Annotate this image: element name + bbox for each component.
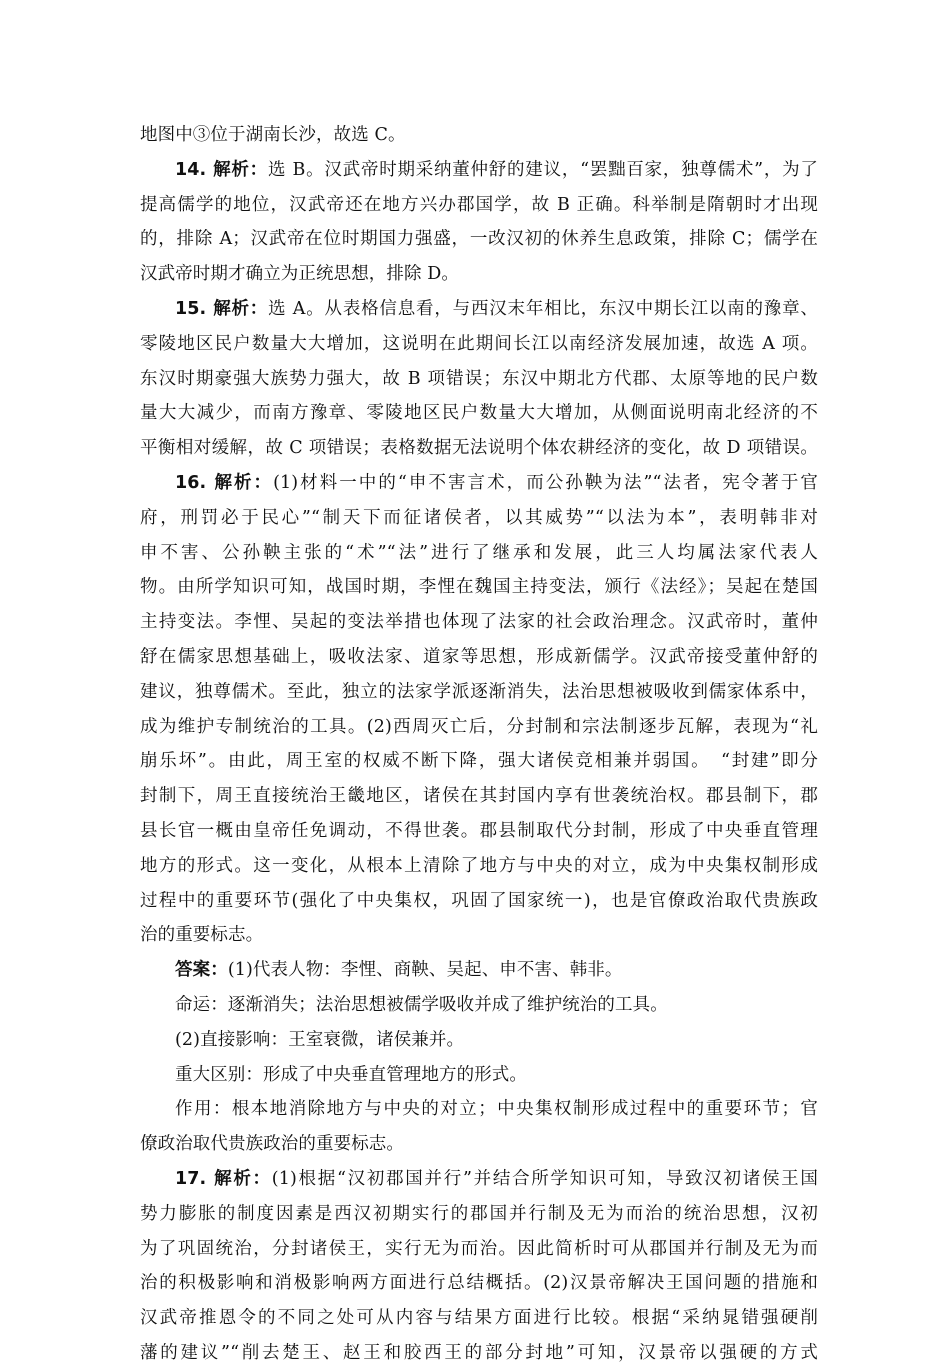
text-line bbox=[140, 570, 818, 605]
text-line bbox=[140, 884, 818, 919]
document-page bbox=[140, 118, 818, 1371]
line-text: 治的积极影响和消极影响两方面进行总结概括。(2)汉景帝解决王国问题的措施和 bbox=[140, 1273, 818, 1294]
text-line bbox=[140, 744, 818, 779]
text-line bbox=[140, 814, 818, 849]
text-line bbox=[140, 431, 818, 466]
text-line bbox=[140, 501, 818, 536]
line-text: 崩乐坏”。由此，周王室的权威不断下降，强大诸侯竞相兼并弱国。 “封建”即分 bbox=[140, 751, 818, 772]
line-text: 作用：根本地消除地方与中央的对立；中央集权制形成过程中的重要环节；官 bbox=[175, 1099, 818, 1120]
text-line bbox=[140, 327, 818, 362]
line-text: 建议，独尊儒术。至此，独立的法家学派逐渐消失，法治思想被吸收到儒家体系中， bbox=[140, 681, 818, 702]
line-text: (1)代表人物：李悝、商鞅、吴起、申不害、韩非。 bbox=[227, 960, 623, 981]
text-line bbox=[140, 710, 818, 745]
text-line bbox=[140, 605, 818, 640]
line-text: 地方的形式。这一变化，从根本上清除了地方与中央的对立，成为中央集权制形成 bbox=[140, 855, 818, 876]
line-text: 量大大减少，而南方豫章、零陵地区民户数量大大增加，从侧面说明南北经济的不 bbox=[140, 403, 818, 424]
text-line bbox=[140, 257, 818, 292]
line-text: 主持变法。李悝、吴起的变法举措也体现了法家的社会政治理念。汉武帝时，董仲 bbox=[140, 612, 818, 633]
text-line bbox=[140, 1301, 818, 1336]
line-text: 零陵地区民户数量大大增加，这说明在此期间长江以南经济发展加速，故选 A 项。 bbox=[140, 333, 818, 354]
line-text: 僚政治取代贵族政治的重要标志。 bbox=[140, 1134, 404, 1155]
line-text: (2)直接影响：王室衰微，诸侯兼并。 bbox=[175, 1029, 465, 1050]
section-heading: 17. 解析： bbox=[175, 1168, 272, 1189]
text-line bbox=[140, 118, 818, 153]
line-text: 提高儒学的地位，汉武帝还在地方兴办郡国学，故 B 正确。科举制是隋朝时才出现 bbox=[140, 194, 818, 215]
text-line bbox=[140, 1023, 818, 1058]
line-text: 治的重要标志。 bbox=[140, 925, 264, 946]
line-text: 舒在儒家思想基础上，吸收法家、道家等思想，形成新儒学。汉武帝接受董仲舒的 bbox=[140, 646, 818, 667]
text-line bbox=[140, 1266, 818, 1301]
text-line bbox=[140, 396, 818, 431]
line-text: 为了巩固统治，分封诸侯王，实行无为而治。因此简析时可从郡国并行制及无为而 bbox=[140, 1238, 818, 1259]
section-heading: 答案： bbox=[175, 960, 228, 981]
text-line bbox=[140, 779, 818, 814]
line-text: 县长官一概由皇帝任免调动，不得世袭。郡县制取代分封制，形成了中央垂直管理 bbox=[140, 820, 818, 841]
text-line bbox=[140, 918, 818, 953]
text-line bbox=[140, 849, 818, 884]
line-text: 地图中③位于湖南长沙，故选 C。 bbox=[140, 125, 406, 145]
text-line bbox=[140, 1058, 818, 1093]
line-text: 东汉时期豪强大族势力强大，故 B 项错误；东汉中期北方代郡、太原等地的民户数 bbox=[140, 368, 818, 389]
line-text: 命运：逐渐消失；法治思想被儒学吸收并成了维护统治的工具。 bbox=[175, 994, 668, 1015]
text-line bbox=[140, 1162, 818, 1197]
text-line bbox=[140, 292, 818, 327]
line-text: 府，刑罚必于民心”“制天下而征诸侯者，以其威势”“以法为本”，表明韩非对 bbox=[140, 507, 818, 528]
text-line bbox=[140, 153, 818, 188]
line-text: 封制下，周王直接统治王畿地区，诸侯在其封国内享有世袭统治权。郡县制下，郡 bbox=[140, 786, 818, 807]
text-line bbox=[140, 1092, 818, 1127]
line-text: 势力膨胀的制度因素是西汉初期实行的郡国并行制及无为而治的统治思想，汉初 bbox=[140, 1203, 818, 1224]
line-text: 物。由所学知识可知，战国时期，李悝在魏国主持变法，颁行《法经》；吴起在楚国 bbox=[140, 577, 818, 598]
text-line bbox=[140, 953, 818, 988]
line-text: (1)根据“汉初郡国并行”并结合所学知识可知，导致汉初诸侯王国 bbox=[271, 1168, 819, 1189]
text-line bbox=[140, 675, 818, 710]
section-heading: 15. 解析： bbox=[175, 298, 269, 319]
line-text: 选 A。从表格信息看，与西汉末年相比，东汉中期长江以南的豫章、 bbox=[268, 298, 818, 319]
line-text: 的，排除 A；汉武帝在位时期国力强盛，一改汉初的休养生息政策，排除 C；儒学在 bbox=[140, 229, 818, 250]
line-text: 平衡相对缓解，故 C 项错误；表格数据无法说明个体农耕经济的变化，故 D 项错误。 bbox=[140, 438, 818, 459]
line-text: 选 B。汉武帝时期采纳董仲舒的建议，“罢黜百家，独尊儒术”，为了 bbox=[267, 159, 819, 180]
line-text: 申不害、公孙鞅主张的“术”“法”进行了继承和发展，此三人均属法家代表人 bbox=[140, 542, 818, 563]
line-text: 重大区别：形成了中央垂直管理地方的形式。 bbox=[175, 1064, 527, 1085]
line-text: 汉武帝推恩令的不同之处可从内容与结果方面进行比较。根据“采纳晁错强硬削 bbox=[140, 1308, 818, 1329]
text-line bbox=[140, 536, 818, 571]
text-line bbox=[140, 640, 818, 675]
text-line bbox=[140, 1336, 818, 1371]
line-text: 汉武帝时期才确立为正统思想，排除 D。 bbox=[140, 264, 459, 285]
line-text: 过程中的重要环节(强化了中央集权，巩固了国家统一)，也是官僚政治取代贵族政 bbox=[140, 890, 818, 911]
section-heading: 16. 解析： bbox=[175, 472, 274, 493]
section-heading: 14. 解析： bbox=[175, 159, 268, 180]
text-line bbox=[140, 362, 818, 397]
text-line bbox=[140, 188, 818, 223]
text-line bbox=[140, 988, 818, 1023]
text-line bbox=[140, 466, 818, 501]
line-text: 藩的建议”“削去楚王、赵王和胶西王的部分封地”可知，汉景帝以强硬的方式 bbox=[140, 1342, 818, 1363]
text-line bbox=[140, 222, 818, 257]
text-line bbox=[140, 1197, 818, 1232]
text-line bbox=[140, 1232, 818, 1267]
line-text: 成为维护专制统治的工具。(2)西周灭亡后，分封制和宗法制逐步瓦解，表现为“礼 bbox=[140, 716, 818, 737]
line-text: (1)材料一中的“申不害言术，而公孙鞅为法”“法者，宪令著于官 bbox=[273, 472, 819, 493]
text-line bbox=[140, 1127, 818, 1162]
